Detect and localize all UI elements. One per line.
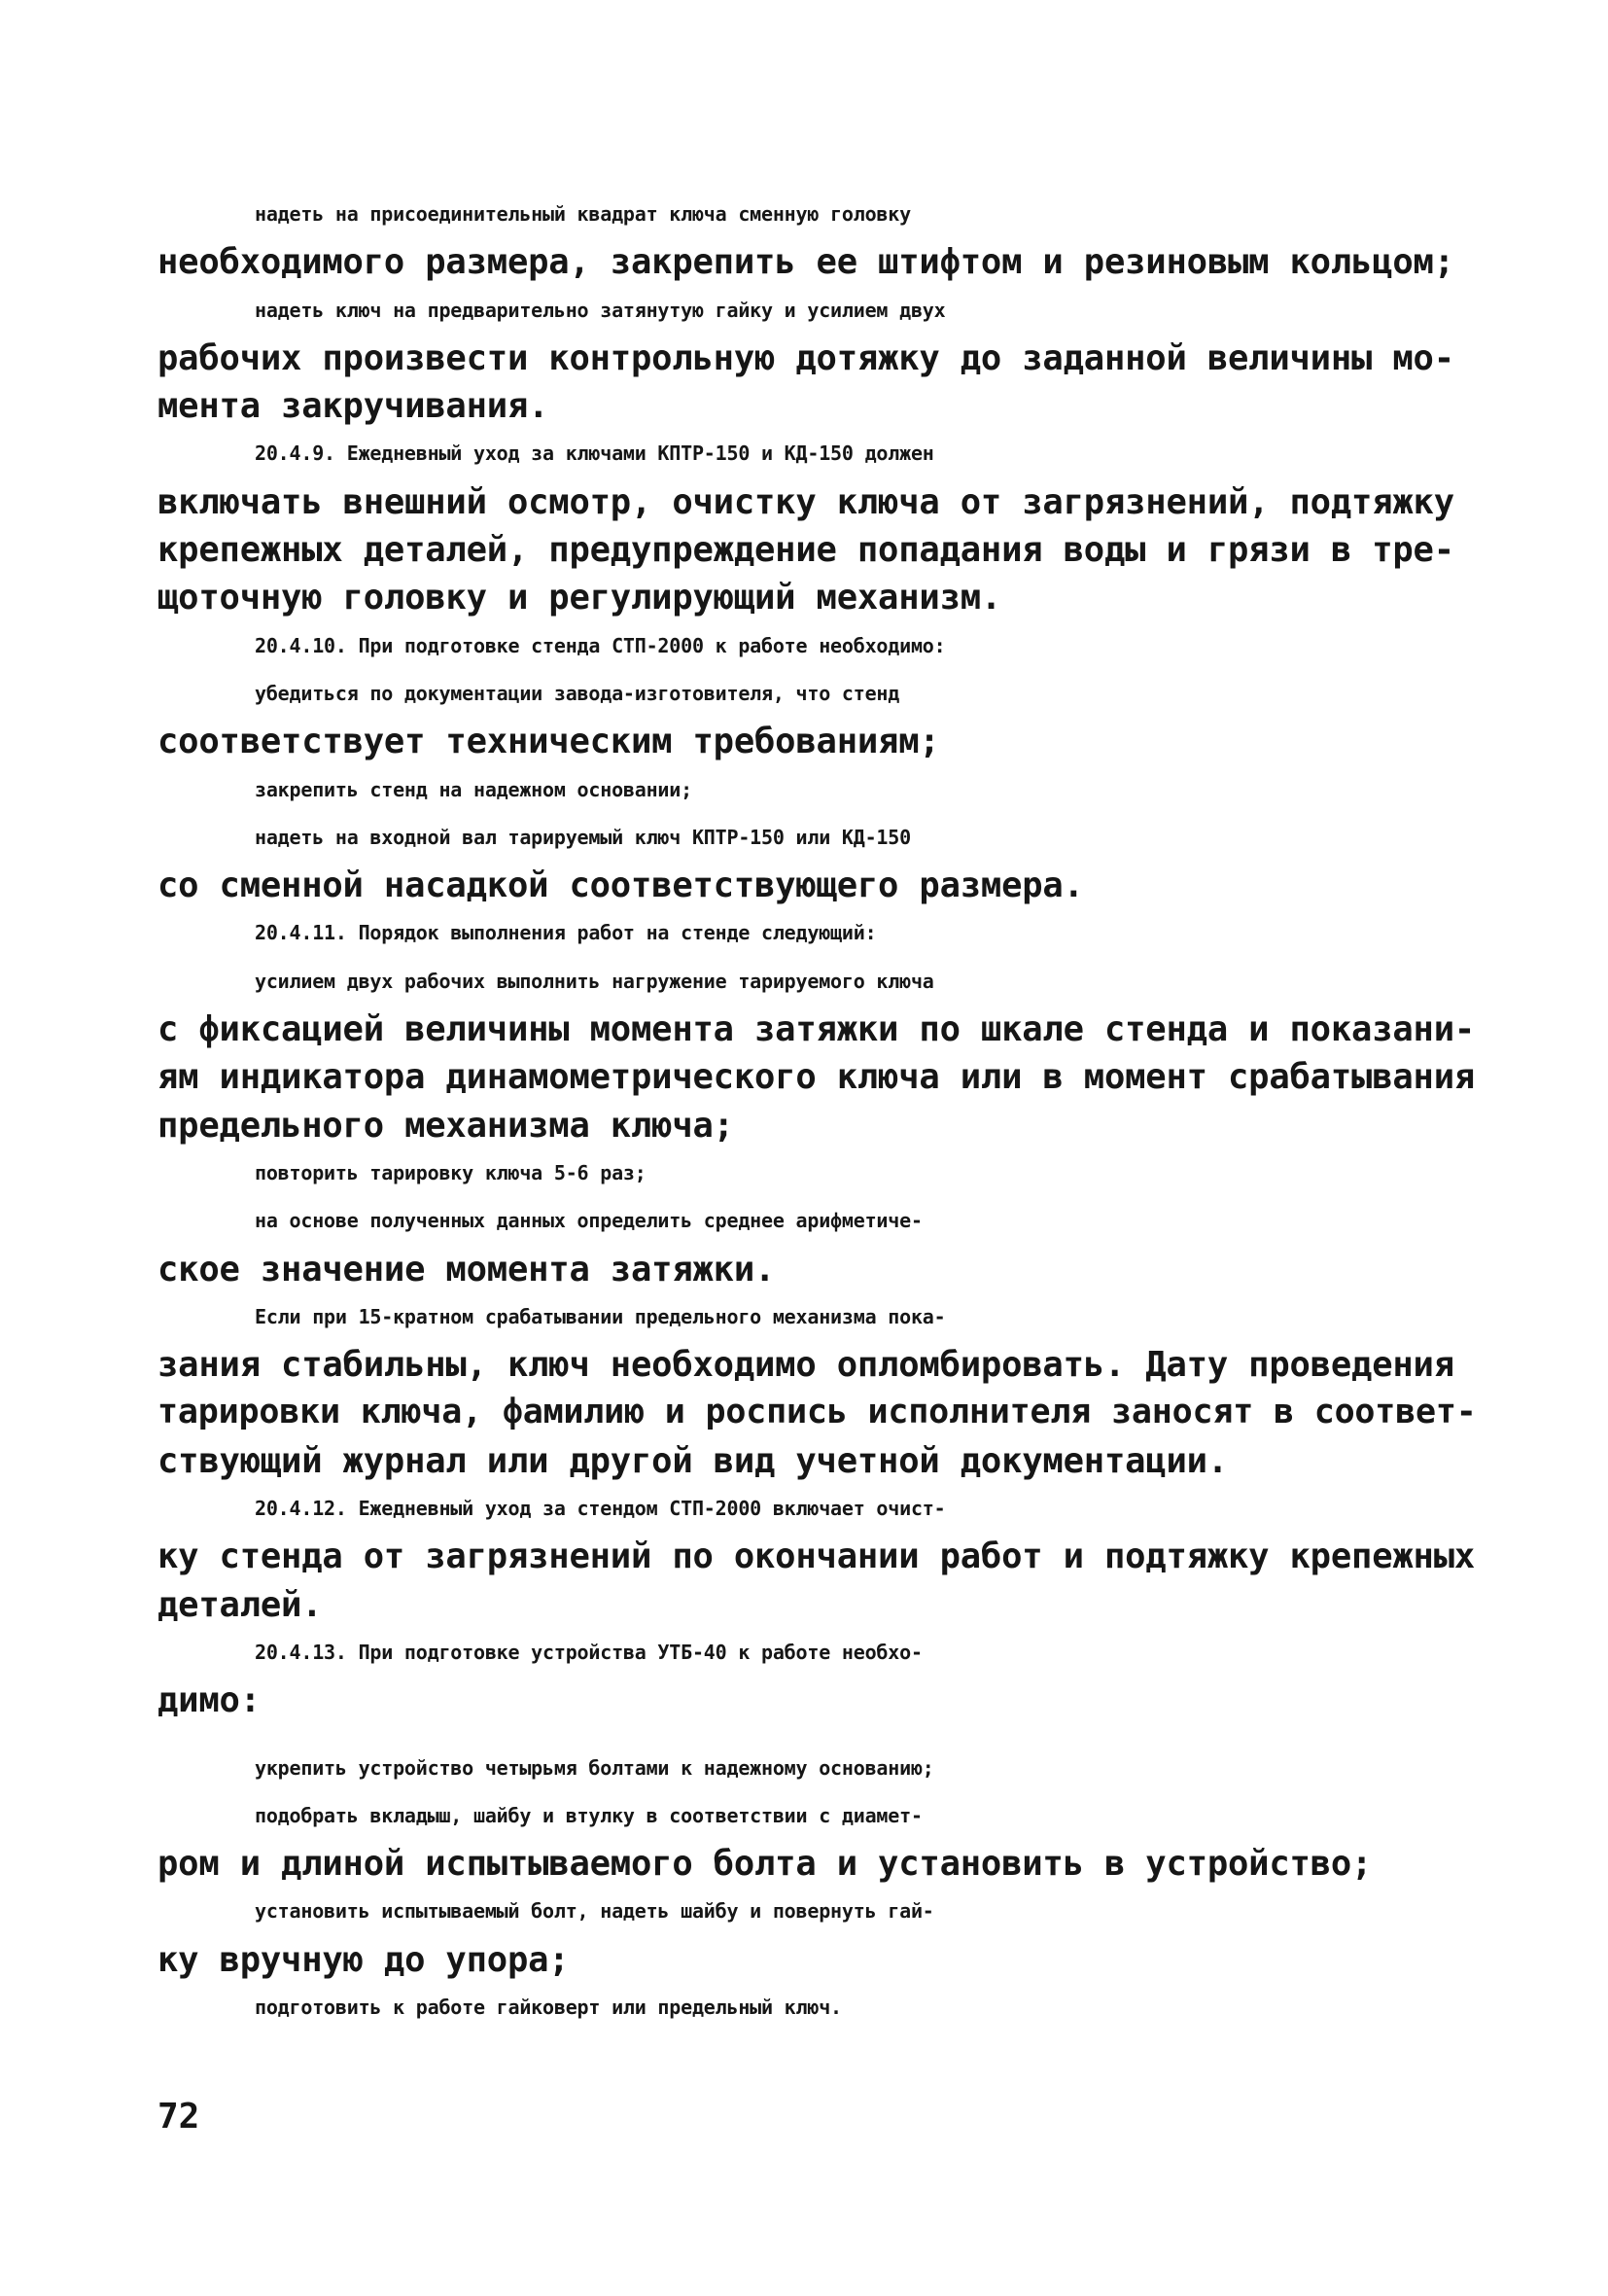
text-line: надеть на входной вал тарируемый ключ КПТР-150 или КД-150: [255, 825, 911, 849]
page-number: 72: [157, 2097, 200, 2137]
text-line: 20.4.9. Ежедневный уход за ключами КПТР-150 и КД-150 должен: [255, 442, 934, 466]
text-line: усилием двух рабочих выполнить нагружение тарируемого ключа: [255, 969, 934, 993]
text-line: щоточную головку и регулирующий механизм.: [157, 578, 1002, 618]
text-line: 20.4.10. При подготовке стенда СТП-2000 к работе необходимо:: [255, 633, 946, 657]
text-line: укрепить устройство четырьмя болтами к надежному основанию;: [255, 1755, 934, 1780]
text-line: рабочих произвести контрольную дотяжку до заданной величины мо-: [157, 337, 1454, 378]
text-line: деталей.: [157, 1584, 323, 1625]
text-line: соответствует техническим требованиям;: [157, 722, 940, 762]
text-line: ку вручную до упора;: [157, 1939, 570, 1980]
text-line: 20.4.13. При подготовке устройства УТБ-40 к работе необхо-: [255, 1640, 923, 1664]
text-line: необходимого размера, закрепить ее штифтом и резиновым кольцом;: [157, 242, 1454, 283]
text-line: установить испытываемый болт, надеть шайбу и повернуть гай-: [255, 1899, 934, 1924]
text-line: 20.4.11. Порядок выполнения работ на стенде следующий:: [255, 921, 877, 945]
text-line: тарировки ключа, фамилию и роспись исполнителя заносят в соответ-: [157, 1393, 1477, 1432]
text-line: Если при 15-кратном срабатывании предельного механизма пока-: [255, 1304, 946, 1328]
text-line: на основе полученных данных определить среднее арифметиче-: [255, 1209, 923, 1233]
text-line: включать внешний осмотр, очистку ключа от загрязнений, подтяжку: [157, 481, 1454, 522]
text-line: ское значение момента затяжки.: [157, 1249, 776, 1289]
text-line: с фиксацией величины момента затяжки по шкале стенда и показани-: [157, 1009, 1476, 1050]
text-line: убедиться по документации завода-изготовителя, что стенд: [255, 681, 900, 705]
text-line: крепежных деталей, предупреждение попадания воды и грязи в тре-: [157, 530, 1454, 571]
text-line: ром и длиной испытываемого болта и установить в устройство;: [157, 1844, 1373, 1885]
text-line: со сменной насадкой соответствующего размера.: [157, 865, 1084, 906]
text-line: зания стабильны, ключ необходимо опломбировать. Дату проведения: [157, 1345, 1454, 1386]
text-line: подобрать вкладыш, шайбу и втулку в соответствии с диамет-: [255, 1803, 923, 1827]
text-line: ку стенда от загрязнений по окончании работ и подтяжку крепежных: [157, 1537, 1476, 1577]
text-line: закрепить стенд на надежном основании;: [255, 777, 692, 801]
text-line: надеть на присоединительный квадрат ключа сменную головку: [255, 202, 911, 226]
text-line: надеть ключ на предварительно затянутую гайку и усилием двух: [255, 298, 946, 322]
text-line: 20.4.12. Ежедневный уход за стендом СТП-2000 включает очист-: [255, 1497, 946, 1521]
text-line: димо:: [157, 1680, 261, 1721]
text-line: предельного механизма ключа;: [157, 1105, 734, 1146]
text-line: ствующий журнал или другой вид учетной документации.: [157, 1440, 1228, 1481]
text-line: повторить тарировку ключа 5-6 раз;: [255, 1160, 647, 1184]
text-line: ям индикатора динамометрического ключа или в момент срабатывания: [157, 1057, 1476, 1098]
text-line: мента закручивания.: [157, 386, 549, 427]
document-body: [157, 191, 1480, 2031]
text-line: подготовить к работе гайковерт или предельный ключ.: [255, 1995, 842, 2019]
